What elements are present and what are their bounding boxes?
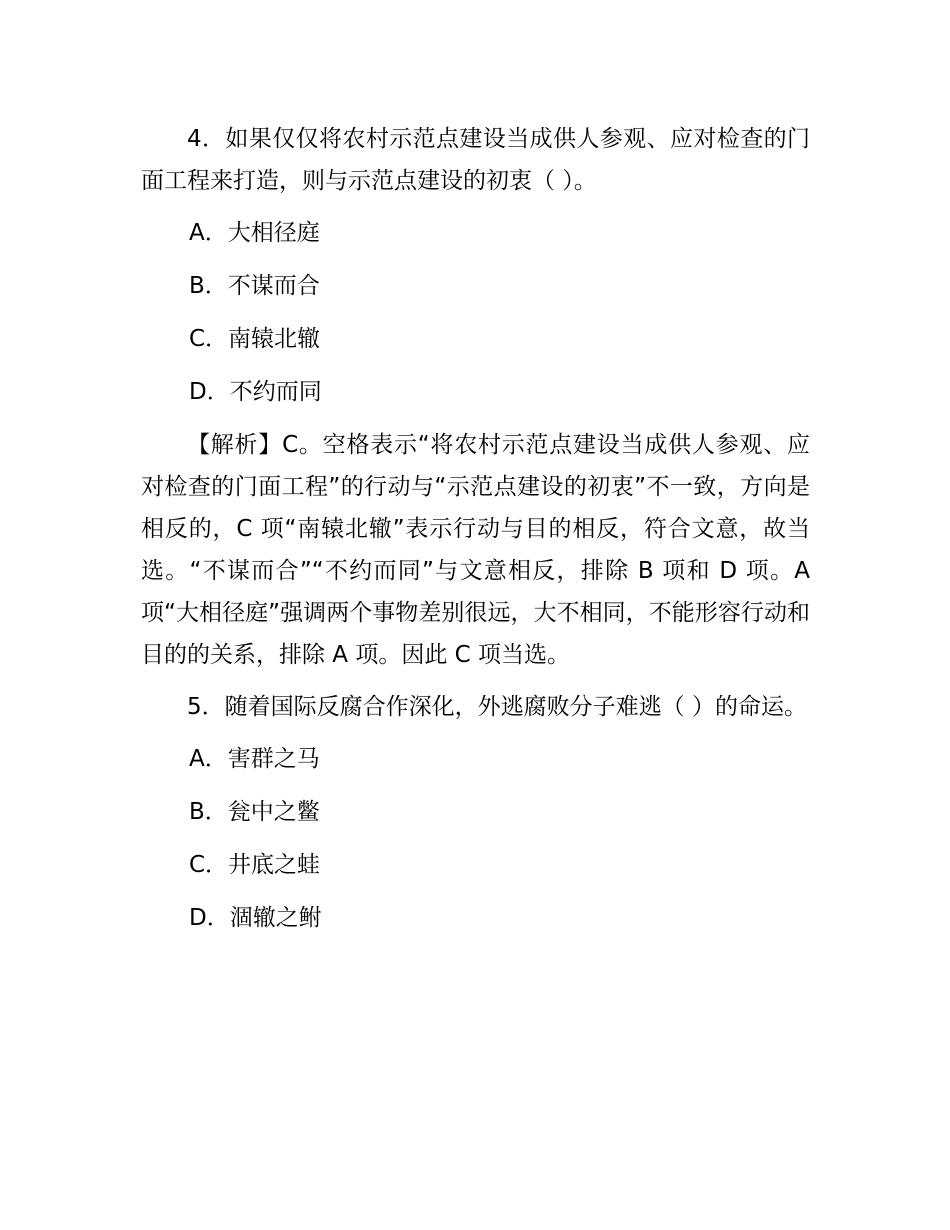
question-4-option-c: C．南辕北辙 [189,326,321,352]
question-5-stem: 5．随着国际反腐合作深化，外逃腐败分子难逃（ ）的命运。 [187,694,807,720]
question-5-option-c: C．井底之蛙 [189,852,321,878]
question-4-option-a: A．大相径庭 [189,220,320,246]
question-4-option-d: D．不约而同 [189,379,322,405]
question-5-option-d: D．涸辙之鲋 [189,905,322,931]
question-4-analysis: 【解析】C。空格表示“将农村示范点建设当成供人参观、应对检查的门面工程”的行动与“示范点建设的初衷”不一致，方向是相反的，C 项“南辕北辙”表示行动与目的相反，符合文意，故当选。“不谋而合”“不约而同”与文意相反，排除 B 项和 D 项。A 项“大相径庭”强调两个事物差别很远，大不相同，不能形容行动和目的的关系，排除 A 项。因此 C 项当选。 [141,432,810,668]
question-5-option-b: B．瓮中之鳖 [189,799,320,825]
document-body [141,118,810,940]
question-5-option-a: A．害群之马 [189,746,320,772]
question-4-stem: 4．如果仅仅将农村示范点建设当成供人参观、应对检查的门面工程来打造，则与示范点建设的初衷（ ）。 [141,126,810,194]
question-4-option-b: B．不谋而合 [189,273,320,299]
